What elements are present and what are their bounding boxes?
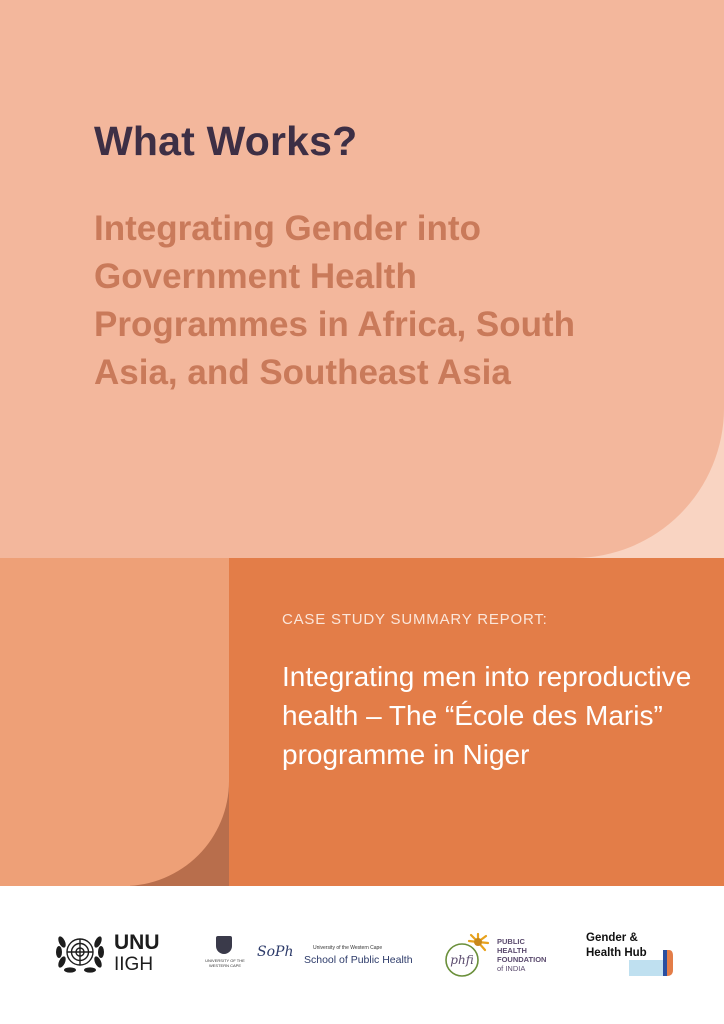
- phfi-line-1: PUBLIC: [497, 937, 525, 946]
- iigh-logo-text: IIGH: [114, 954, 154, 975]
- phfi-line-2: HEALTH: [497, 946, 527, 955]
- phfi-logo-text: [497, 937, 546, 973]
- phfi-line-4: of INDIA: [497, 964, 526, 973]
- case-study-label: CASE STUDY SUMMARY REPORT:: [282, 611, 548, 628]
- case-study-title: Integrating men into reproductive health – The “École des Maris” programme in Niger: [282, 661, 692, 770]
- uwc-crest-icon: [216, 936, 232, 954]
- phfi-mark-text: phfi: [450, 953, 474, 967]
- sunflower-icon: [440, 930, 492, 978]
- soph-logo-mark: SoPh: [257, 944, 294, 960]
- band-left-curve: [0, 558, 229, 886]
- ghh-line-2: Health Hub: [586, 947, 647, 959]
- report-subtitle: Integrating Gender into Government Health Programmes in Africa, South Asia, and Southeast Asia: [94, 209, 576, 392]
- uwc-crest-text: UNIVERSITY OF THE WESTERN CAPE: [205, 958, 245, 968]
- un-emblem-icon: [54, 930, 106, 976]
- unu-logo-text: UNU: [114, 931, 160, 954]
- ghh-line-1: Gender &: [586, 932, 638, 944]
- phfi-line-3: FOUNDATION: [497, 955, 547, 964]
- soph-university-text: University of the Western Cape: [313, 945, 383, 951]
- soph-school-name: School of Public Health: [304, 954, 413, 966]
- gender-health-hub-icon: [629, 950, 673, 976]
- report-title: What Works?: [94, 118, 358, 164]
